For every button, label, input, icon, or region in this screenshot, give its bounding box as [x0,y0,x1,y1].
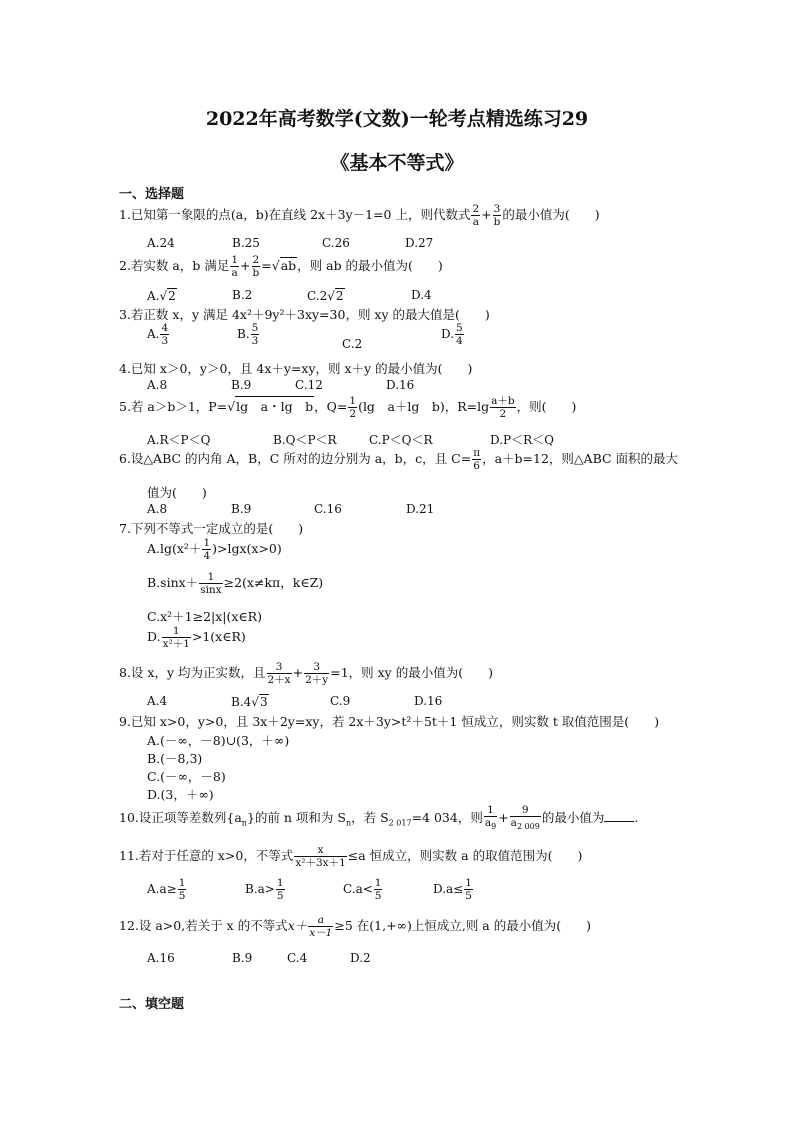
q6-option-a: A.8 [147,502,168,516]
q7-option-a: A.lg(x²＋ $\frac{1}{4}$ )>lgx(x>0) [147,537,282,562]
question-2: 2.若实数 a，b 满足 $\frac{1}{a}$ + $\frac{2}{b}$ =√ab，则 ab 的最小值为( ) [119,254,443,279]
q10-fraction-2: $\frac{9}{a_{2 009}}$ [510,804,540,832]
q8-fraction-2: $\frac{3}{2+y}$ [305,661,329,686]
q11-option-c: C.a< $\frac{1}{5}$ [343,877,382,902]
q5-option-a: A.R＜P＜Q [147,433,211,447]
question-6-continued: 值为( ) [147,485,207,500]
q8-option-b: B.4√3 [231,695,268,709]
q11-option-b: B.a> $\frac{1}{5}$ [245,877,284,902]
q10-answer-blank[interactable] [604,821,634,822]
q6-option-c: C.16 [314,502,342,516]
q12-option-a: A.16 [147,951,175,965]
q2-option-b: B.2 [232,288,253,302]
q9-option-a: A.(－∞，－8)∪(3，＋∞) [147,733,290,748]
q4-option-b: B.9 [231,378,252,392]
q9-option-c: C.(－∞，－8) [147,769,226,784]
q10-fraction-1: $\frac{1}{a_9}$ [484,804,497,832]
question-1: 1.已知第一象限的点(a，b)在直线 2x＋3y－1=0 上，则代数式 $\frac{2}{a}$ + $\frac{3}{b}$ 的最小值为( ) [119,203,600,228]
q11-fraction: $\frac{x}{\text{x²＋3x＋1}}$ [295,844,346,869]
q7-option-d: D. $\frac{1}{\text{x²＋1}}$ >1(x∈R) [147,625,246,650]
question-7: 7.下列不等式一定成立的是( ) [119,521,304,536]
q1-option-c: C.26 [322,236,350,250]
q9-option-b: B.(－8,3) [147,751,203,766]
question-10: 10.设正项等差数列$\{a_n\}$的前 n 项和为 $S_n$，若 $S_{2 017}=4$ 034，则 $\frac{1}{a_9}$ + $\frac{9}{a_{2 009}}$ 的最小值为 . [119,804,639,832]
q2-option-a: A.√2 [147,289,176,303]
q12-option-b: B.9 [232,951,253,965]
question-8: 8.设 x，y 均为正实数，且 $\frac{3}{2+x}$ + $\frac{3}{2+y}$ =1，则 xy 的最小值为( ) [119,661,493,686]
q5-fraction-half: $\frac{1}{2}$ [349,395,357,420]
q5-option-d: D.P＜R＜Q [490,433,554,447]
q7-option-b: B.sinx＋ $\frac{1}{\sin x}$ ≥2(x≠kπ，k∈Z) [147,571,324,596]
q6-option-b: B.9 [231,502,252,516]
q5-fraction-avg: $\frac{a+b}{2}$ [491,395,515,420]
q8-option-a: A.4 [147,694,168,708]
question-5: 5.若 a＞b＞1，P=√lg a・lg b，Q= $\frac{1}{2}$ (lg a＋lg b)，R=lg $\frac{a+b}{2}$ ，则( ) [119,395,577,420]
q5-option-b: B.Q＜P＜R [273,433,337,447]
q9-option-d: D.(3，＋∞) [147,787,214,802]
page-title: 2022年高考数学(文数)一轮考点精选练习29 [205,108,589,130]
question-6: 6.设△ABC 的内角 A，B，C 所对的边分别为 a，b，c，且 C= $\frac{\pi}{6}$ ，a＋b=12，则△ABC 面积的最大 [119,447,679,472]
q3-option-d: D. $\frac{5}{4}$ [441,322,463,347]
q12-fraction: $\frac{a}{x-1}$ [309,914,333,939]
question-4: 4.已知 x＞0，y＞0，且 4x＋y=xy，则 x＋y 的最小值为( ) [119,361,473,376]
q4-option-a: A.8 [147,378,168,392]
page-subtitle: 《基本不等式》 [330,152,464,174]
q4-option-d: D.16 [386,378,415,392]
q8-option-d: D.16 [414,694,443,708]
section-heading-choice: 一、选择题 [119,187,185,202]
q2-fraction-2-b: $\frac{2}{b}$ [252,254,260,279]
q12-option-c: C.4 [287,951,308,965]
question-12: 12.设 a>0,若关于 x 的不等式x＋ $\frac{a}{x-1}$ ≥5 在(1,+∞)上恒成立,则 a 的最小值为( ) [119,914,591,939]
q1-stem: 1.已知第一象限的点(a，b)在直线 2x＋3y－1=0 上，则代数式 [119,207,471,222]
q8-fraction-1: $\frac{3}{2+x}$ [267,661,291,686]
q11-option-a: A.a≥ $\frac{1}{5}$ [147,877,186,902]
q5-option-c: C.P＜Q＜R [369,433,433,447]
q2-fraction-1-a: $\frac{1}{a}$ [231,254,239,279]
q3-option-c: C.2 [342,337,363,351]
q7-option-c: C.x²＋1≥2|x|(x∈R) [147,609,262,624]
q1-option-b: B.25 [232,236,260,250]
q6-option-d: D.21 [406,502,435,516]
question-9: 9.已知 x>0，y>0，且 3x＋2y=xy，若 2x＋3y>t²＋5t＋1 恒成立，则实数 t 取值范围是( ) [119,714,660,729]
q2-option-c: C.2√2 [307,289,344,303]
q2-sqrt-ab: ab [280,258,297,273]
q1-fraction-3-b: $\frac{3}{b}$ [493,203,501,228]
q3-option-b: B. $\frac{5}{3}$ [237,322,259,347]
question-11: 11.若对于任意的 x>0，不等式 $\frac{x}{\text{x²＋3x＋1}}$ ≤a 恒成立，则实数 a 的取值范围为( ) [119,844,583,869]
q1-option-d: D.27 [405,236,434,250]
q2-option-d: D.4 [411,288,432,302]
q12-option-d: D.2 [350,951,371,965]
q1-fraction-2-a: $\frac{2}{a}$ [472,203,480,228]
q3-option-a: A. $\frac{4}{3}$ [147,322,169,347]
question-3: 3.若正数 x，y 满足 4x²＋9y²＋3xy=30，则 xy 的最大值是( ) [119,307,490,322]
q4-option-c: C.12 [295,378,323,392]
q11-option-d: D.a≤ $\frac{1}{5}$ [433,877,472,902]
q1-option-a: A.24 [147,236,175,250]
q6-fraction-pi-6: $\frac{\pi}{6}$ [473,447,481,472]
q5-sqrt: lg a・lg b [235,396,314,415]
q8-option-c: C.9 [330,694,351,708]
section-heading-fill: 二、填空题 [119,997,185,1012]
